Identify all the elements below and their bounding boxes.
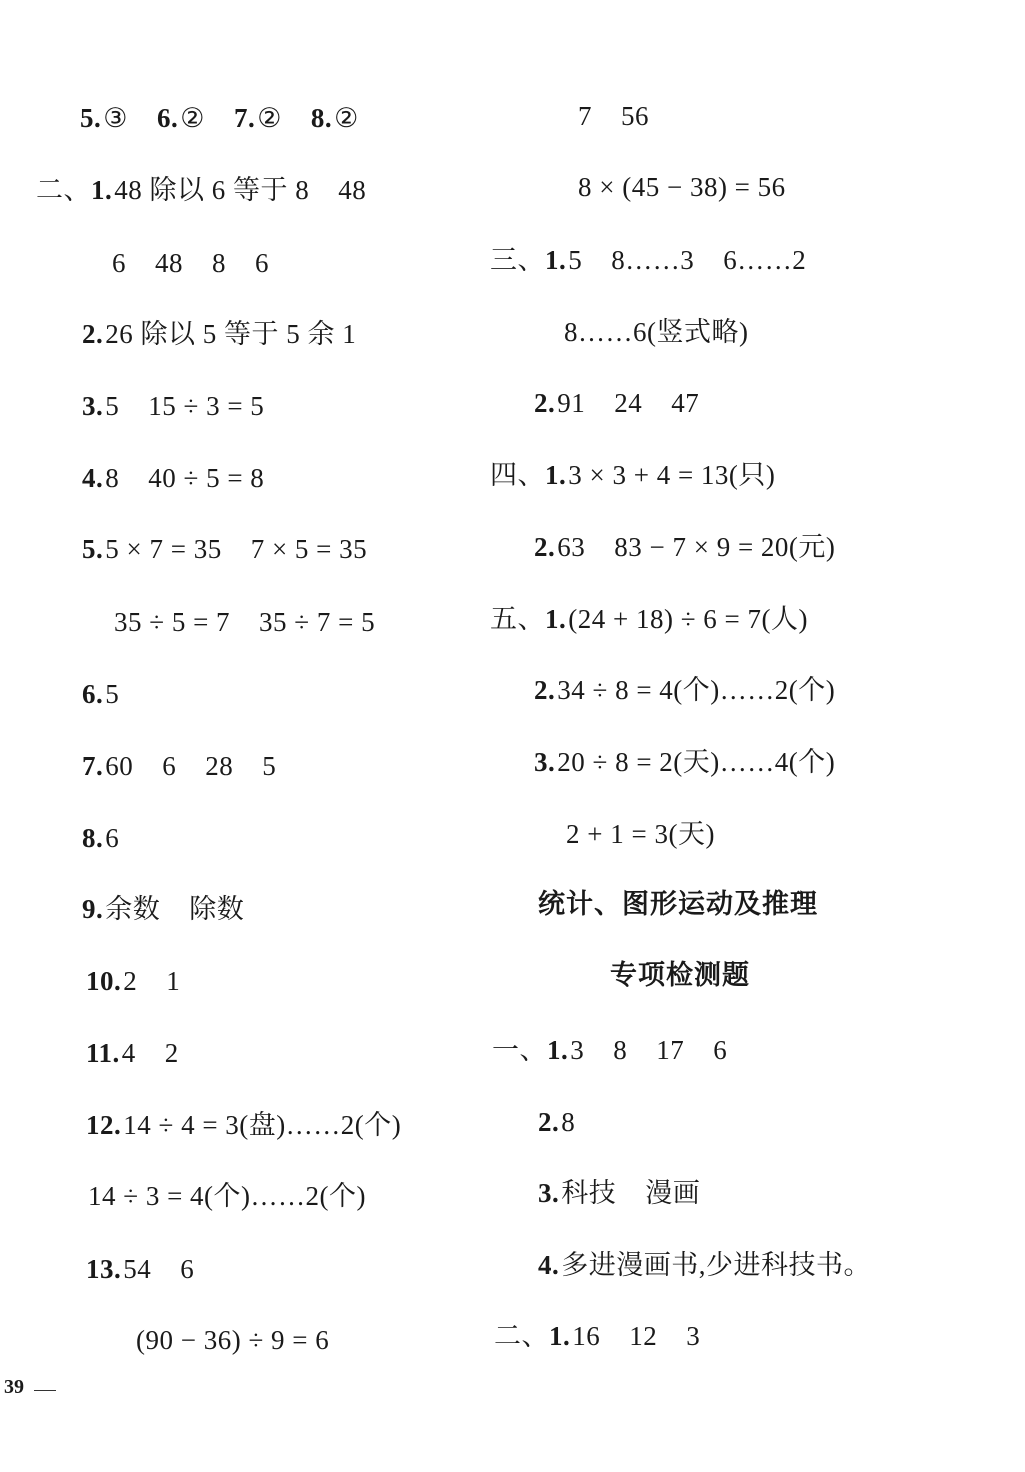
answer-line: 5.5 × 7 = 35 7 × 5 = 35	[82, 534, 368, 564]
answer-line: 8……6(竖式略)	[564, 317, 749, 347]
answer-line: 11.4 2	[86, 1038, 179, 1068]
answer-line: 9.余数 除数	[82, 894, 245, 924]
answer-line: 二、1.16 12 3	[494, 1321, 701, 1351]
answer-line: 7.60 6 28 5	[82, 751, 277, 781]
section-title: 统计、图形运动及推理	[538, 889, 818, 920]
answer-line: 四、1.3 × 3 + 4 = 13(只)	[490, 460, 776, 490]
answer-line: 13.54 6	[86, 1254, 195, 1284]
page-number: 39	[4, 1376, 24, 1398]
answer-line: 一、1.3 8 17 6	[492, 1035, 728, 1065]
answer-line: 6 48 8 6	[112, 248, 269, 278]
answer-line: 2.91 24 47	[534, 388, 700, 418]
answer-line: 2.8	[538, 1107, 576, 1137]
answer-line: 8 × (45 − 38) = 56	[578, 172, 786, 202]
answer-line: 3.20 ÷ 8 = 2(天)……4(个)	[534, 747, 836, 777]
answer-line: 2 + 1 = 3(天)	[566, 819, 715, 849]
page-number-rule	[34, 1390, 56, 1391]
answer-line: (90 − 36) ÷ 9 = 6	[136, 1325, 330, 1355]
section-subtitle: 专项检测题	[610, 960, 750, 991]
answer-line: 8.6	[82, 823, 120, 853]
answer-line: 6.5	[82, 679, 120, 709]
answer-line: 35 ÷ 5 = 7 35 ÷ 7 = 5	[114, 607, 376, 637]
answer-line: 3.科技 漫画	[538, 1178, 701, 1208]
answer-line: 五、1.(24 + 18) ÷ 6 = 7(人)	[490, 604, 808, 634]
answer-line: 5.③ 6.② 7.② 8.②	[80, 103, 359, 133]
answer-line: 4.多进漫画书,少进科技书。	[538, 1250, 871, 1280]
answer-line: 14 ÷ 3 = 4(个)……2(个)	[88, 1181, 367, 1211]
answer-line: 3.5 15 ÷ 3 = 5	[82, 391, 265, 421]
answer-line: 三、1.5 8……3 6……2	[490, 245, 807, 275]
answer-line: 10.2 1	[86, 966, 181, 996]
answer-line: 12.14 ÷ 4 = 3(盘)……2(个)	[86, 1110, 402, 1140]
answer-line: 2.63 83 − 7 × 9 = 20(元)	[534, 532, 836, 562]
answer-line: 7 56	[578, 101, 649, 131]
answer-line: 4.8 40 ÷ 5 = 8	[82, 463, 265, 493]
answer-line: 2.34 ÷ 8 = 4(个)……2(个)	[534, 675, 836, 705]
answer-line: 二、1.48 除以 6 等于 8 48	[36, 175, 367, 205]
answer-line: 2.26 除以 5 等于 5 余 1	[82, 319, 357, 349]
